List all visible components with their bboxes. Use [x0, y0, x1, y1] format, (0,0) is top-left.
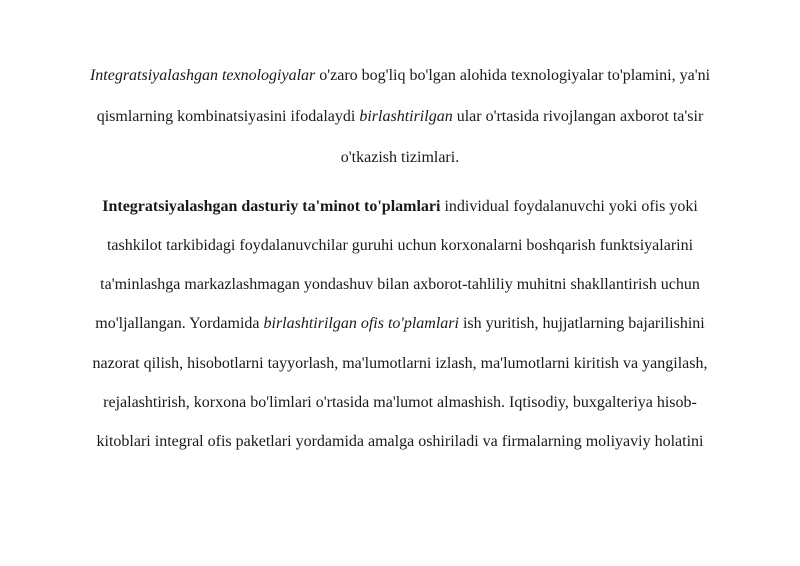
paragraph2-line4: [0, 314, 800, 334]
term-integrated-technologies: Integratsiyalashgan texnologiyalar: [89, 67, 316, 84]
paragraph2-line4-before: mo'ljallangan. Yordamida: [95, 315, 264, 332]
paragraph2-line4-after: ish yuritish, hujjatlarning bajarilishini: [458, 315, 705, 332]
paragraph1-line2-before: qismlarning kombinatsiyasini ifodalaydi: [96, 108, 360, 125]
paragraph2-line2: tashkilot tarkibidagi foydalanuvchilar guruhi uchun korxonalarni boshqarish funktsiyalarini: [106, 237, 694, 254]
paragraph2-line1: [0, 197, 800, 217]
paragraph2-line1-text: individual foydalanuvchi yoki ofis yoki: [440, 198, 698, 215]
term-integrated-software-packages: Integratsiyalashgan dasturiy ta'minot to'plamlari: [102, 198, 441, 215]
paragraph2-line7: kitoblari integral ofis paketlari yordamida amalga oshiriladi va firmalarning moliyaviy holatini: [96, 433, 704, 450]
term-combined-office-packages: birlashtirilgan ofis to'plamlari: [263, 315, 459, 332]
paragraph1-line1-text: o'zaro bog'liq bo'lgan alohida texnologiyalar to'plamini, ya'ni: [315, 67, 711, 84]
paragraph1-line2-after: ular o'rtasida rivojlangan axborot ta'sir: [452, 108, 704, 125]
paragraph1-line2: [0, 107, 800, 127]
paragraph1-line3: o'tkazish tizimlari.: [340, 149, 460, 166]
paragraph2-line5: nazorat qilish, hisobotlarni tayyorlash, ma'lumotlarni izlash, ma'lumotlarni kiritish va yangilash,: [92, 355, 708, 372]
paragraph2-line3: ta'minlashga markazlashmagan yondashuv bilan axborot-tahliliy muhitni shakllantirish uchun: [100, 276, 700, 293]
paragraph1-line1: [0, 66, 800, 86]
paragraph2-line6: rejalashtirish, korxona bo'limlari o'rtasida ma'lumot almashish. Iqtisodiy, buxgalteriya hisob-: [103, 394, 697, 411]
term-combined: birlashtirilgan: [359, 108, 453, 125]
